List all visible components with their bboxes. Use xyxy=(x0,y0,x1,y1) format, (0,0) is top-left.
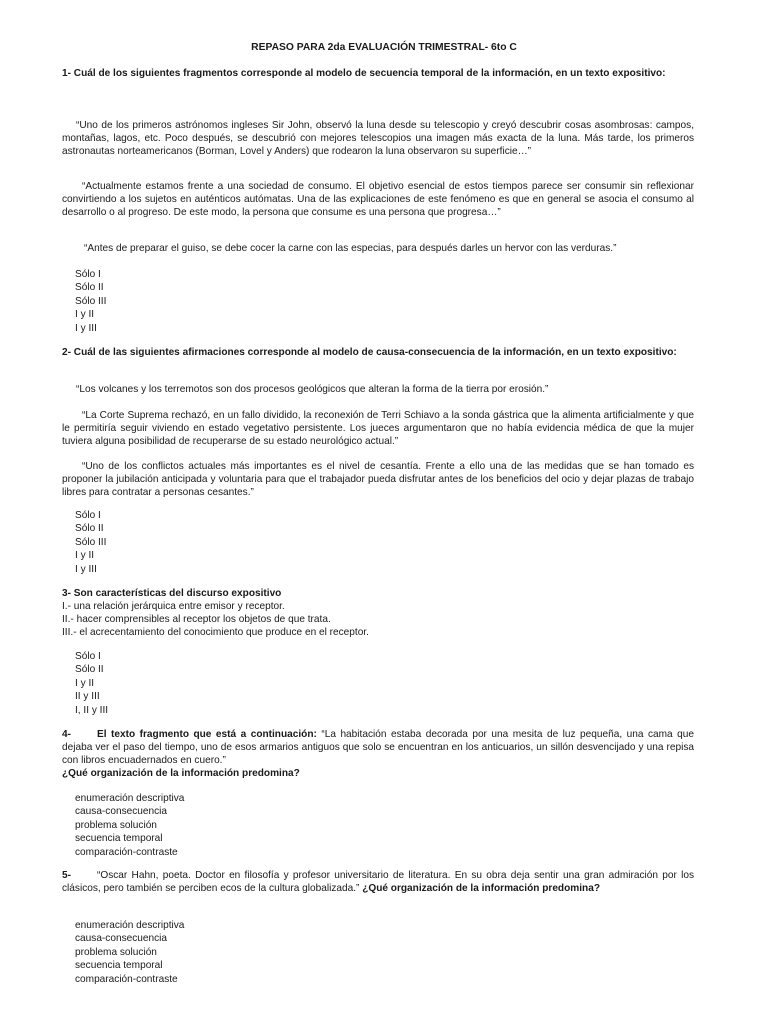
q4-option: problema solución xyxy=(75,819,157,831)
q2-options xyxy=(75,509,375,576)
q3-option: I, II y III xyxy=(75,704,109,716)
question-1: 1- Cuál de los siguientes fragmentos corresponde al modelo de secuencia temporal de la información, en un texto expositivo: xyxy=(62,68,666,79)
question-3: 3- Son características del discurso expositivo xyxy=(62,588,282,599)
page-title: REPASO PARA 2da EVALUACIÓN TRIMESTRAL- 6to C xyxy=(251,42,517,53)
q4-option: comparación-contraste xyxy=(75,846,178,858)
q2-fragment-3: “Uno de los conflictos actuales más importantes es el nivel de cesantía. Frente a ello una de las medidas que se han tomado es proponer la jubilación anticipada y voluntaria para que el trabajador pueda disfrutar antes de los beneficios del ocio y dejar plazas de trabajo libres para contratar a personas cesantes.” xyxy=(62,461,694,499)
q4-options xyxy=(75,792,375,859)
q5-option: secuencia temporal xyxy=(75,960,163,972)
q2-fragment-2: “La Corte Suprema rechazó, en un fallo dividido, la reconexión de Terri Schiavo a la sonda gástrica que la alimenta artificialmente y que le permitiría seguir viviendo en estado vegetativo persistente. Los jueces argumentaron que no había evidencia médica de que la mujer tuviera alguna posibilidad de recuperarse de su estado neurológico actual.” xyxy=(62,410,694,448)
q1-option: I y II xyxy=(75,309,95,321)
q3-item: III.- el acrecentamiento del conocimiento que produce en el receptor. xyxy=(62,627,369,638)
q5-number: 5- xyxy=(62,870,71,881)
q5-option: problema solución xyxy=(75,946,157,958)
q1-fragment-1: “Uno de los primeros astrónomos ingleses Sir John, observó la luna desde su telescopio y creyó descubrir cosas asombrosas: campos, montañas, lagos, etc. Poco después, se descubrió con mejores telescopios una imagen más exacta de la luna. Más tarde, los primeros astronautas norteamericanos (Borman, Lovel y Anders) que rodearon la luna observaron su superficie…” xyxy=(62,120,694,158)
q4-quote: “La habitación estaba decorada por una mesita de luz pequeña, una cama que dejaba ver el paso del tiempo, uno de esos armarios antiguos que solo se encuentran en los anticuarios, un sillón desvencijado y una repisa con libros encuadernados en cuero.” xyxy=(62,729,694,767)
q1-fragment-3: “Antes de preparar el guiso, se debe cocer la carne con las especias, para después darles un hervor con las verduras.” xyxy=(84,243,617,254)
q3-item: II.- hacer comprensibles al receptor los objetos de que trata. xyxy=(62,614,331,625)
q1-option: Sólo III xyxy=(75,295,107,307)
q1-option: I y III xyxy=(75,322,97,334)
q5-quote: “Oscar Hahn, poeta. Doctor en filosofía y profesor universitario de literatura. En su obra deja sentir una gran admiración por los clásicos, pero también se perciben ecos de la cultura globalizada.” xyxy=(62,870,694,895)
q3-options xyxy=(75,650,375,717)
q1-fragment-2: “Actualmente estamos frente a una sociedad de consumo. El objetivo esencial de estos tiempos parece ser consumir sin reflexionar convirtiendo a los sujetos en auténticos autómatas. Una de las explicaciones de este fenómeno es que en general se asocia el consumo al desarrollo o al progreso. De este modo, la persona que consume es una persona que progresa…” xyxy=(62,181,694,219)
q2-option: I y III xyxy=(75,563,97,575)
q5-question: ¿Qué organización de la información predomina? xyxy=(362,883,600,895)
q2-option: I y II xyxy=(75,550,95,562)
q5-options xyxy=(75,919,375,986)
q2-option: Sólo I xyxy=(75,510,101,521)
question-5 xyxy=(62,869,694,895)
q5-option: causa-consecuencia xyxy=(75,933,168,945)
q3-option: Sólo I xyxy=(75,651,101,662)
q4-option: secuencia temporal xyxy=(75,833,163,845)
q3-item: I.- una relación jerárquica entre emisor y receptor. xyxy=(62,601,285,612)
q1-option: Sólo II xyxy=(75,282,104,294)
question-2: 2- Cuál de las siguientes afirmaciones corresponde al modelo de causa-consecuencia de la información, en un texto expositivo: xyxy=(62,347,677,358)
q4-question: ¿Qué organización de la información predomina? xyxy=(62,768,300,779)
q1-options xyxy=(75,268,375,335)
q4-option: enumeración descriptiva xyxy=(75,793,185,804)
q4-option: causa-consecuencia xyxy=(75,806,168,818)
q2-option: Sólo II xyxy=(75,523,104,535)
q2-fragment-1: “Los volcanes y los terremotos son dos procesos geológicos que alteran la forma de la tierra por erosión.” xyxy=(76,384,549,395)
q1-option: Sólo I xyxy=(75,269,101,280)
q5-option: enumeración descriptiva xyxy=(75,920,185,931)
q3-option: I y II xyxy=(75,677,95,689)
q4-lead: El texto fragmento que está a continuación: xyxy=(97,729,317,740)
q3-option: II y III xyxy=(75,691,100,703)
q3-option: Sólo II xyxy=(75,664,104,676)
q4-number: 4- xyxy=(62,729,71,740)
q5-option: comparación-contraste xyxy=(75,973,178,985)
q2-option: Sólo III xyxy=(75,536,107,548)
question-4 xyxy=(62,728,694,768)
